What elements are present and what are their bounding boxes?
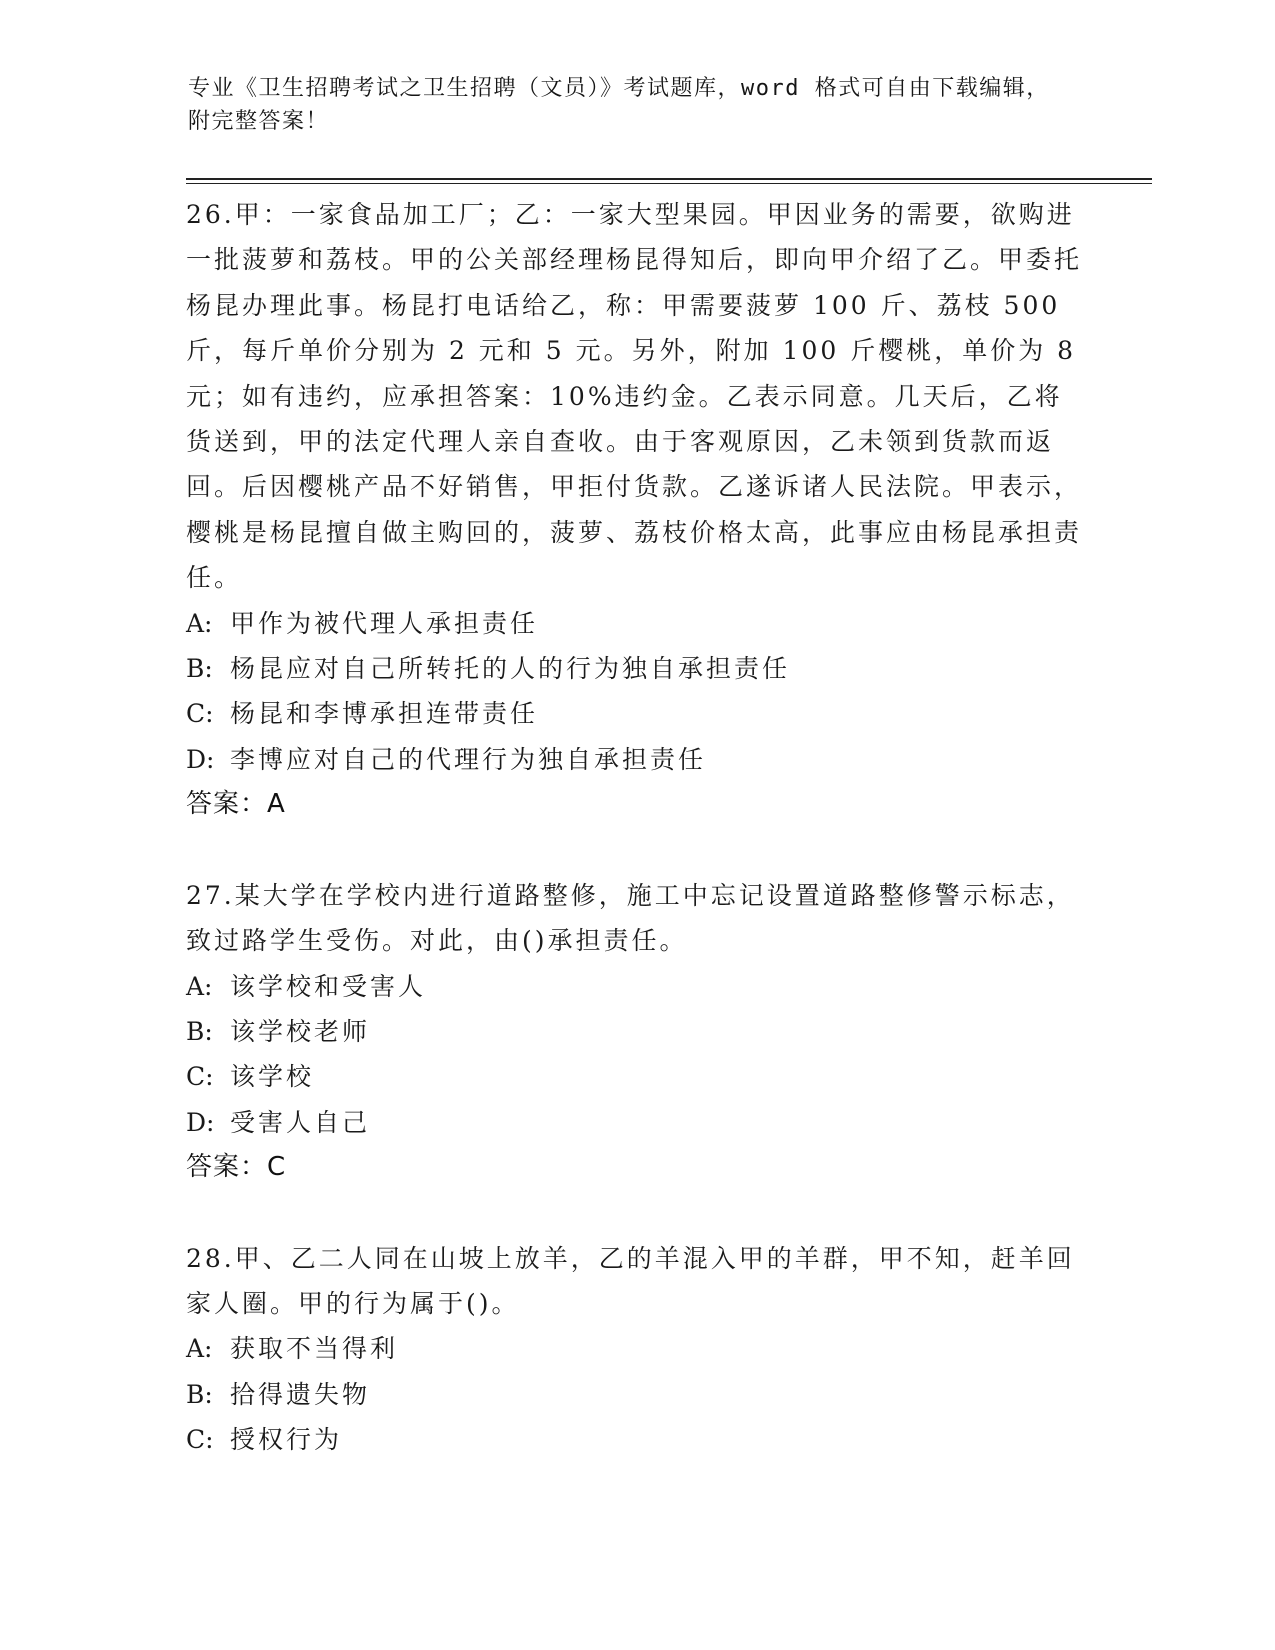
option-key: C: [186,699,214,729]
page-header: 专业《卫生招聘考试之卫生招聘（文员）》考试题库，word 格式可自由下载编辑，附完整答案！ [188,76,1050,134]
option-b [186,1009,1086,1054]
option-text: 拾得遗失物 [230,1379,371,1409]
question-28 [186,1236,1086,1463]
answer-line: 答案：C [186,1152,287,1183]
option-key: B: [186,654,213,684]
question-stem: 26.甲：一家食品加工厂；乙：一家大型果园。甲因业务的需要，欲购进一批菠萝和荔枝。甲的公关部经理杨昆得知后，即向甲介绍了乙。甲委托杨昆办理此事。杨昆打电话给乙，称：甲需要菠萝 100 斤、荔枝 500 斤，每斤单价分别为 2 元和 5 元。另外，附加 100 斤樱桃，单价为 8 元；如有违约，应承担答案：10%违约金。乙表示同意。几天后，乙将货送到，甲的法定代理人亲自查收。由于客观原因，乙未领到货款而返回。后因樱桃产品不好销售，甲拒付货款。乙遂诉诸人民法院。甲表示，樱桃是杨昆擅自做主购回的，菠萝、荔枝价格太高，此事应由杨昆承担责任。 [186,200,1083,593]
option-text: 该学校 [230,1062,315,1092]
option-text: 杨昆和李博承担连带责任 [230,699,539,729]
question-26 [186,192,1086,828]
option-text: 获取不当得利 [230,1334,399,1364]
option-key: B: [186,1379,213,1409]
option-c [186,1417,1086,1462]
question-stem: 28.甲、乙二人同在山坡上放羊，乙的羊混入甲的羊群，甲不知，赶羊回家人圈。甲的行为属于()。 [186,1243,1075,1318]
question-27 [186,873,1086,1191]
option-text: 甲作为被代理人承担责任 [230,608,539,638]
option-b [186,1372,1086,1417]
option-key: A: [186,1334,213,1364]
option-a [186,964,1086,1009]
option-key: A: [186,971,213,1001]
option-key: C: [186,1425,214,1455]
answer-line: 答案：A [186,789,286,820]
option-text: 该学校老师 [230,1016,371,1046]
option-text: 授权行为 [230,1425,343,1455]
option-text: 该学校和受害人 [230,971,427,1001]
option-key: A: [186,608,213,638]
option-text: 杨昆应对自己所转托的人的行为独自承担责任 [230,654,791,684]
option-a [186,1326,1086,1371]
header-divider-thin [186,183,1152,184]
option-c [186,691,1086,736]
option-c [186,1054,1086,1099]
header-divider-thick [186,178,1152,180]
question-stem: 27.某大学在学校内进行道路整修，施工中忘记设置道路整修警示标志，致过路学生受伤。对此，由()承担责任。 [186,880,1075,956]
option-text: 李博应对自己的代理行为独自承担责任 [230,744,707,774]
option-key: D: [186,1107,215,1137]
option-a [186,601,1086,646]
option-b [186,646,1086,691]
option-d [186,737,1086,782]
option-key: D: [186,744,215,774]
option-key: C: [186,1062,214,1092]
option-text: 受害人自己 [230,1107,371,1137]
question-list [186,192,1086,1463]
option-d [186,1100,1086,1145]
option-key: B: [186,1016,213,1046]
